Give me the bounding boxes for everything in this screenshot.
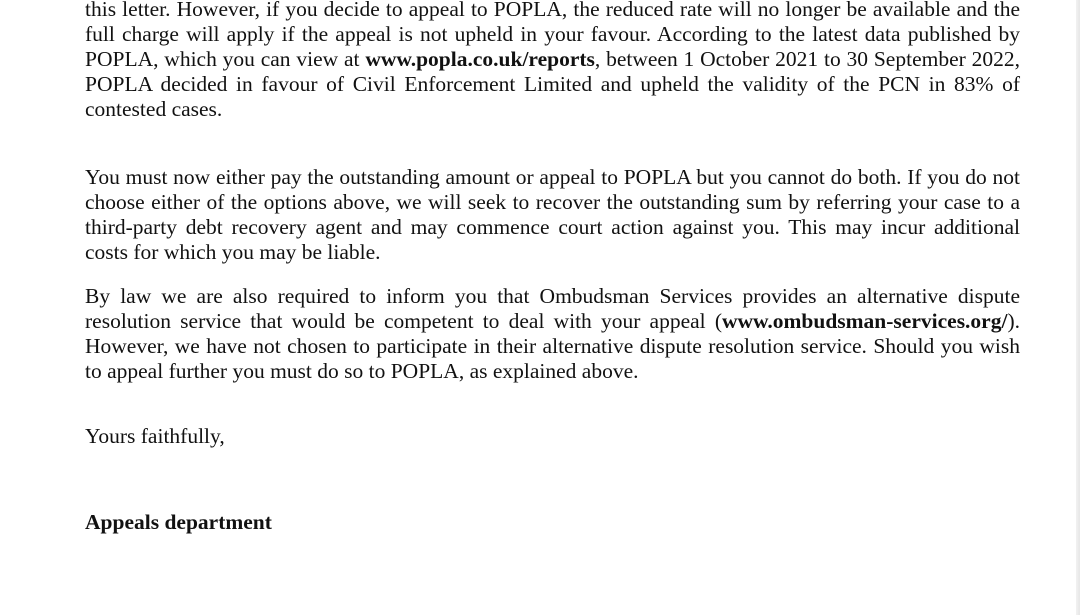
ombudsman-text-end: ). However, we have not chosen to participate in their alternative dispute resolution service. Should you wish to appeal further you must do so to POPLA, as explained above. — [85, 309, 1020, 383]
paragraph-popla-statistics — [85, 0, 1020, 122]
popla-text-end: , between 1 October 2021 to 30 September 2022, POPLA decided in favour of Civil Enforcement Limited and upheld the validity of the PCN in 83% of contested cases. — [85, 47, 1020, 121]
paragraph-ombudsman — [85, 284, 1020, 384]
page-edge-divider — [1076, 0, 1080, 615]
popla-text-start: this letter. However, if you decide to appeal to POPLA, the reduced rate will no longer be available and the full charge will apply if the appeal is not upheld in your favour. According to the latest data published by POPLA, which you can view at — [85, 0, 1020, 71]
ombudsman-link[interactable]: www.ombudsman-services.org/ — [721, 309, 1008, 333]
letter-closing: Yours faithfully, — [85, 424, 225, 448]
popla-reports-link[interactable]: www.popla.co.uk/reports — [365, 47, 595, 71]
paragraph-pay-or-appeal: You must now either pay the outstanding amount or appeal to POPLA but you cannot do both. If you do not choose either of the options above, we will seek to recover the outstanding sum by referring your case to a third-party debt recovery agent and may commence court action against you. This may incur additional costs for which you may be liable. — [85, 165, 1020, 264]
ombudsman-text-start: By law we are also required to inform you that Ombudsman Services provides an alternative dispute resolution service that would be competent to deal with your appeal ( — [85, 284, 1020, 333]
letter-signature: Appeals department — [85, 510, 272, 534]
